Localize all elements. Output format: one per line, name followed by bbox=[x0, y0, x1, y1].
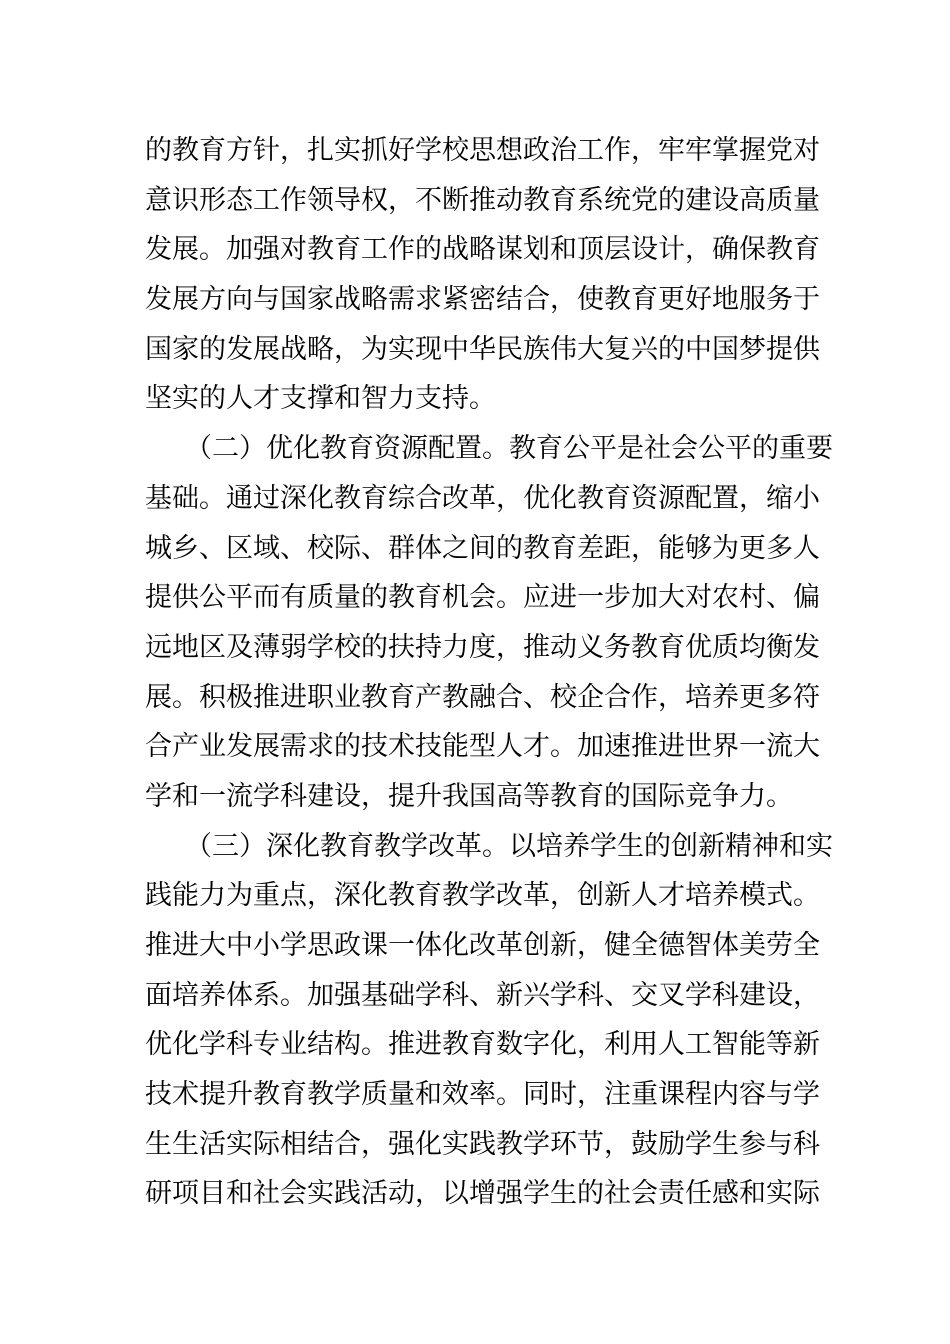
text-line: 践能力为重点，深化教育教学改革，创新人才培养模式。 bbox=[145, 880, 820, 912]
text-line: 基础。通过深化教育综合改革，优化教育资源配置，缩小 bbox=[145, 482, 820, 514]
section-heading-line: （三）深化教育教学改革。以培养学生的创新精神和实 bbox=[185, 830, 833, 862]
text-line: 意识形态工作领导权，不断推动教育系统党的建设高质量 bbox=[145, 184, 820, 216]
text-line: 面培养体系。加强基础学科、新兴学科、交叉学科建设， bbox=[145, 979, 820, 1011]
text-line: 学和一流学科建设，提升我国高等教育的国际竞争力。 bbox=[145, 780, 793, 812]
text-line: 发展方向与国家战略需求紧密结合，使教育更好地服务于 bbox=[145, 284, 820, 316]
text-line: 研项目和社会实践活动，以增强学生的社会责任感和实际 bbox=[145, 1178, 820, 1210]
text-line: 合产业发展需求的技术技能型人才。加速推进世界一流大 bbox=[145, 731, 820, 763]
text-line: 展。积极推进职业教育产教融合、校企合作，培养更多符 bbox=[145, 681, 820, 713]
body-text bbox=[145, 126, 833, 1219]
text-line: 发展。加强对教育工作的战略谋划和顶层设计，确保教育 bbox=[145, 234, 820, 266]
text-line: 提供公平而有质量的教育机会。应进一步加大对农村、偏 bbox=[145, 582, 820, 614]
text-line: 国家的发展战略，为实现中华民族伟大复兴的中国梦提供 bbox=[145, 333, 820, 365]
text-line: 坚实的人才支撑和智力支持。 bbox=[145, 383, 496, 415]
text-line: 城乡、区域、校际、群体之间的教育差距，能够为更多人 bbox=[145, 532, 820, 564]
text-line: 技术提升教育教学质量和效率。同时，注重课程内容与学 bbox=[145, 1079, 820, 1111]
text-line: 生生活实际相结合，强化实践教学环节，鼓励学生参与科 bbox=[145, 1128, 820, 1160]
text-line: 推进大中小学思政课一体化改革创新，健全德智体美劳全 bbox=[145, 930, 820, 961]
text-line: 的教育方针，扎实抓好学校思想政治工作，牢牢掌握党对 bbox=[145, 135, 820, 166]
section-heading-line: （二）优化教育资源配置。教育公平是社会公平的重要 bbox=[185, 433, 833, 465]
text-line: 远地区及薄弱学校的扶持力度，推动义务教育优质均衡发 bbox=[145, 631, 820, 663]
text-line: 优化学科专业结构。推进教育数字化，利用人工智能等新 bbox=[145, 1029, 820, 1061]
